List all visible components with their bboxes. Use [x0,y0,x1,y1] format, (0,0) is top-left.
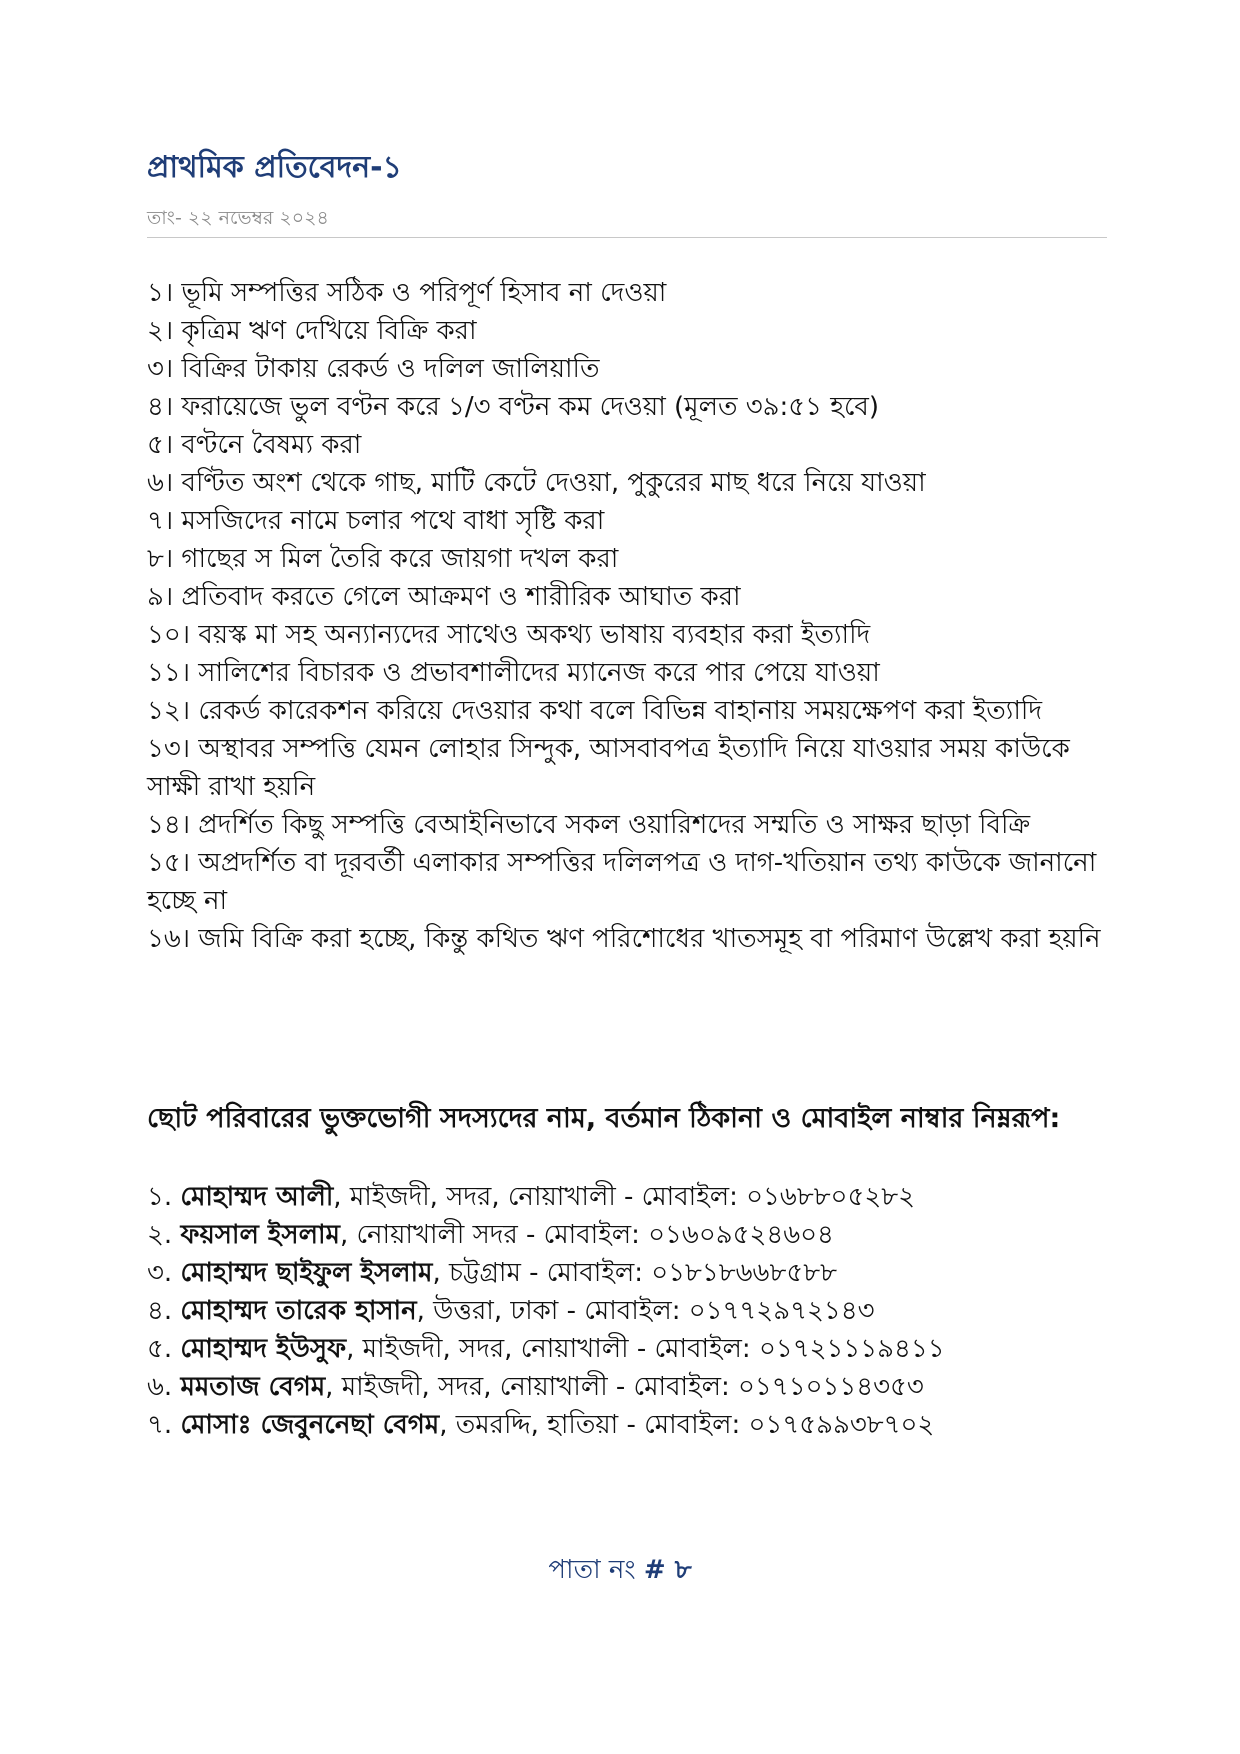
member-item [147,1216,1127,1254]
member-name: মমতাজ বেগম [180,1372,326,1402]
member-item [147,1406,1127,1444]
list-item: ৭। মসজিদের নামে চলার পথে বাধা সৃষ্টি করা [147,506,605,536]
list-item: ৬। বণ্টিত অংশ থেকে গাছ, মাটি কেটে দেওয়া, পুকুরের মাছ ধরে নিয়ে যাওয়া [147,468,926,498]
member-name: মোহাম্মদ আলী [180,1182,334,1212]
member-address: , মাইজদী, সদর, নোয়াখালী - মোবাইল: ০১৬৮৮০৫২৮২ [333,1182,916,1212]
member-number: ৭. [147,1410,173,1440]
list-item: ৮। গাছের স মিল তৈরি করে জায়গা দখল করা [147,544,619,574]
member-number: ১. [147,1182,173,1212]
member-name: ফয়সাল ইসলাম [180,1220,340,1250]
title-divider [147,237,1107,238]
list-item: ১২। রেকর্ড কারেকশন করিয়ে দেওয়ার কথা বলে বিভিন্ন বাহানায় সময়ক্ষেপণ করা ইত্যাদি [147,696,1042,726]
member-item [147,1292,1127,1330]
list-item: ১। ভূমি সম্পত্তির সঠিক ও পরিপূর্ণ হিসাব না দেওয়া [147,278,667,308]
list-item: ১৬। জমি বিক্রি করা হচ্ছে, কিন্তু কথিত ঋণ পরিশোধের খাতসমূহ বা পরিমাণ উল্লেখ করা হয়নি [147,924,1101,954]
member-number: ৩. [147,1258,173,1288]
list-item: ৩। বিক্রির টাকায় রেকর্ড ও দলিল জালিয়াতি [147,354,600,384]
member-address: , নোয়াখালী সদর - মোবাইল: ০১৬০৯৫২৪৬০৪ [339,1220,834,1250]
member-number: ৪. [147,1296,173,1326]
list-item: ৫। বণ্টনে বৈষম্য করা [147,430,362,460]
member-item [147,1368,1127,1406]
members-heading: ছোট পরিবারের ভুক্তভোগী সদস্যদের নাম, বর্তমান ঠিকানা ও মোবাইল নাম্বার নিম্নরূপ: [147,1103,1061,1134]
member-address: , উত্তরা, ঢাকা - মোবাইল: ০১৭৭২৯৭২১৪৩ [416,1296,875,1326]
list-item: ১৪। প্রদর্শিত কিছু সম্পত্তি বেআইনিভাবে সকল ওয়ারিশদের সম্মতি ও সাক্ষর ছাড়া বিক্রি [147,810,1031,840]
member-address: , চট্টগ্রাম - মোবাইল: ০১৮১৮৬৬৮৫৮৮ [432,1258,837,1288]
list-item: ৯। প্রতিবাদ করতে গেলে আক্রমণ ও শারীরিক আঘাত করা [147,582,741,612]
member-address: , মাইজদী, সদর, নোয়াখালী - মোবাইল: ০১৭১০১১৪৩৫৩ [325,1372,924,1402]
member-number: ৫. [147,1334,173,1364]
member-name: মোহাম্মদ ইউসুফ [180,1334,347,1364]
member-name: মোসাঃ জেবুননেছা বেগম [180,1410,440,1440]
member-item [147,1330,1127,1368]
member-item [147,1254,1127,1292]
list-item: ১৫। অপ্রদর্শিত বা দূরবর্তী এলাকার সম্পত্তির দলিলপত্র ও দাগ-খতিয়ান তথ্য কাউকে জানানো হচ্ছে না [147,848,1097,916]
list-item: ১৩। অস্থাবর সম্পত্তি যেমন লোহার সিন্দুক, আসবাবপত্র ইত্যাদি নিয়ে যাওয়ার সময় কাউকে সাক্ষী রাখা হয়নি [147,734,1070,802]
page-footer [0,1552,1240,1588]
member-name: মোহাম্মদ তারেক হাসান [180,1296,417,1326]
member-number: ২. [147,1220,173,1250]
issues-list [147,274,1107,958]
report-date: তাং- ২২ নভেম্বর ২০২৪ [147,207,329,229]
page-label: পাতা নং [548,1555,636,1585]
member-item [147,1178,1127,1216]
member-address: , তমরদ্দি, হাতিয়া - মোবাইল: ০১৭৫৯৯৩৮৭০২ [439,1410,935,1440]
member-address: , মাইজদী, সদর, নোয়াখালী - মোবাইল: ০১৭২১১১৯৪১১ [346,1334,945,1364]
members-list [147,1178,1127,1444]
page-title: প্রাথমিক প্রতিবেদন-১ [147,150,403,185]
member-name: মোহাম্মদ ছাইফুল ইসলাম [180,1258,433,1288]
member-number: ৬. [147,1372,173,1402]
list-item: ২। কৃত্রিম ঋণ দেখিয়ে বিক্রি করা [147,316,477,346]
list-item: ১০। বয়স্ক মা সহ অন্যান্যদের সাথেও অকথ্য ভাষায় ব্যবহার করা ইত্যাদি [147,620,871,650]
list-item: ৪। ফরায়েজে ভুল বণ্টন করে ১/৩ বণ্টন কম দেওয়া (মূলত ৩৯:৫১ হবে) [147,392,880,422]
list-item: ১১। সালিশের বিচারক ও প্রভাবশালীদের ম্যানেজ করে পার পেয়ে যাওয়া [147,658,880,688]
page-number: # ৮ [643,1555,692,1585]
